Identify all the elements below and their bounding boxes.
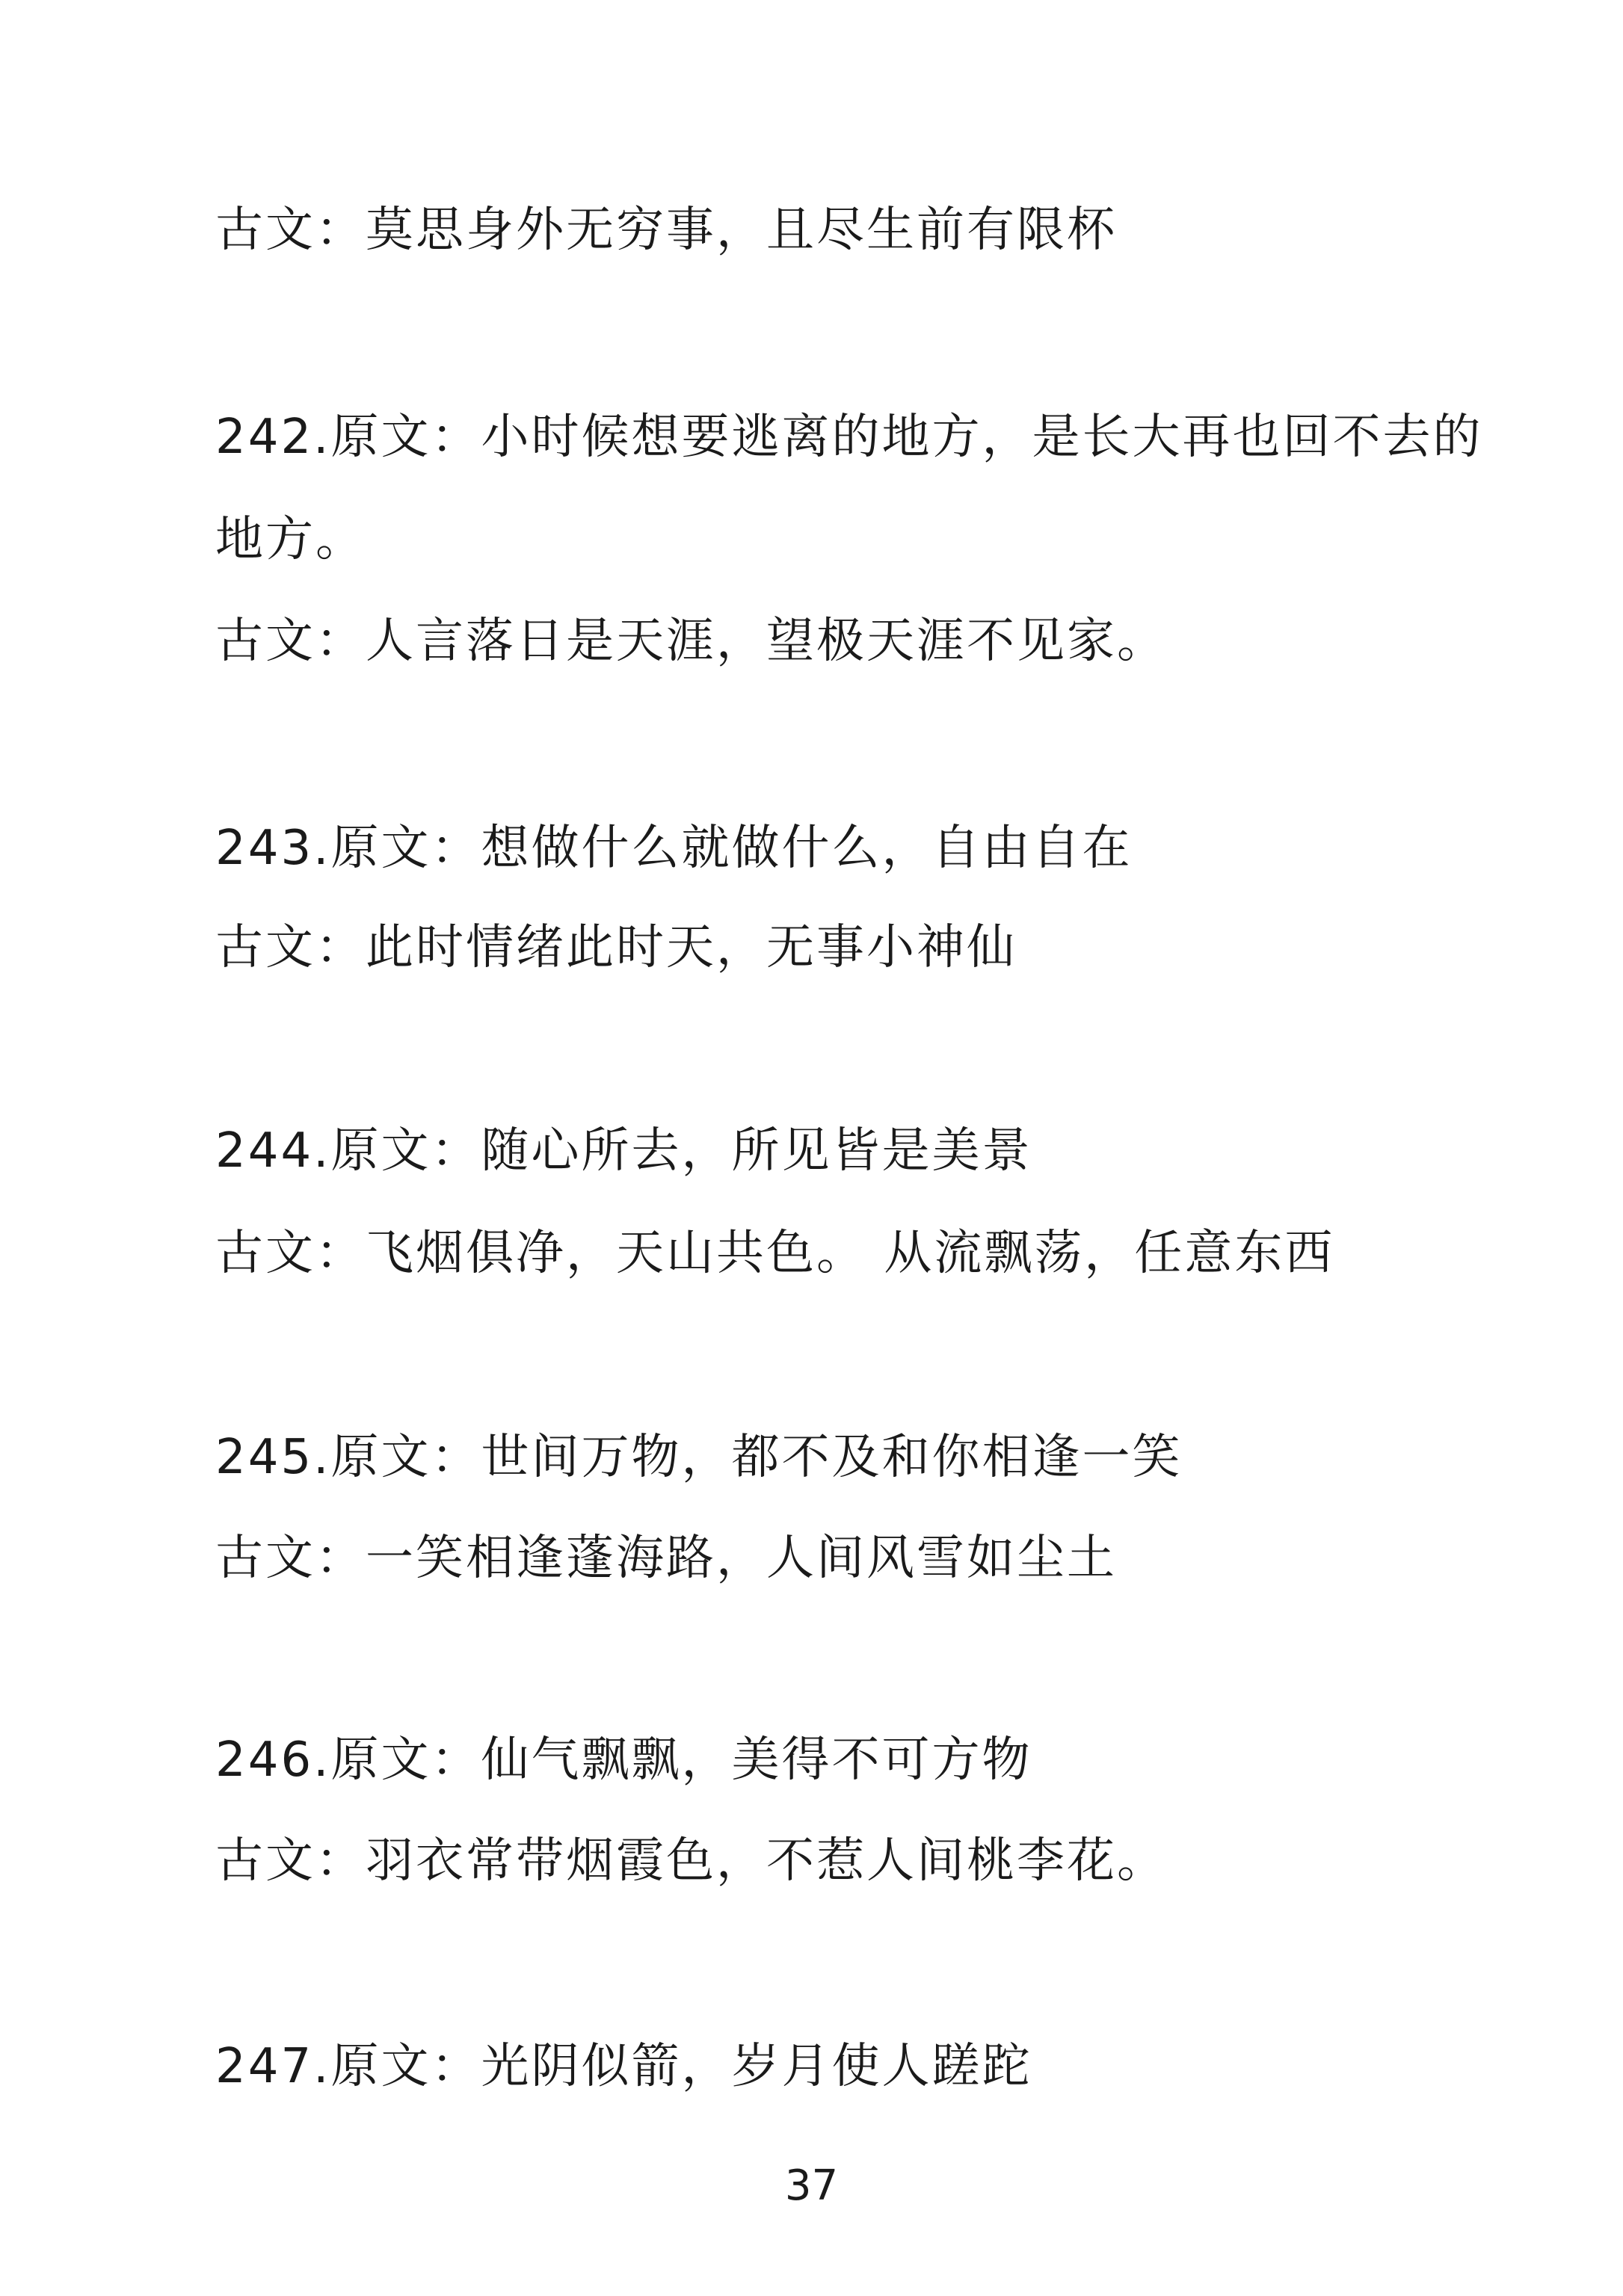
- text-line: 古文：一笑相逢蓬海路，人间风雪如尘土: [215, 1531, 1117, 1586]
- text-line: 244.原文：随心所去，所见皆是美景: [215, 1123, 1032, 1179]
- text-line: 247.原文：光阴似箭，岁月使人蹉跎: [215, 2039, 1032, 2094]
- text-line: 242.原文：小时候想要逃离的地方，是长大再也回不去的: [215, 410, 1483, 465]
- page-number: 37: [784, 2161, 839, 2210]
- text-line: 古文：飞烟俱净，天山共色。 从流飘荡，任意东西: [215, 1226, 1335, 1281]
- text-line: 古文：莫思身外无穷事，且尽生前有限杯: [215, 203, 1117, 258]
- text-line: 243.原文：想做什么就做什么，自由自在: [215, 821, 1133, 876]
- text-line: 245.原文：世间万物，都不及和你相逢一笑: [215, 1430, 1183, 1485]
- text-line: 古文：人言落日是天涯，望极天涯不见家。: [215, 614, 1167, 669]
- text-line: 246.原文：仙气飘飘，美得不可方物: [215, 1732, 1032, 1788]
- text-line: 地方。: [215, 512, 366, 567]
- text-line: 古文：此时情绪此时天，无事小神仙: [215, 920, 1017, 975]
- text-line: 古文：羽衣常带烟霞色，不惹人间桃李花。: [215, 1833, 1167, 1889]
